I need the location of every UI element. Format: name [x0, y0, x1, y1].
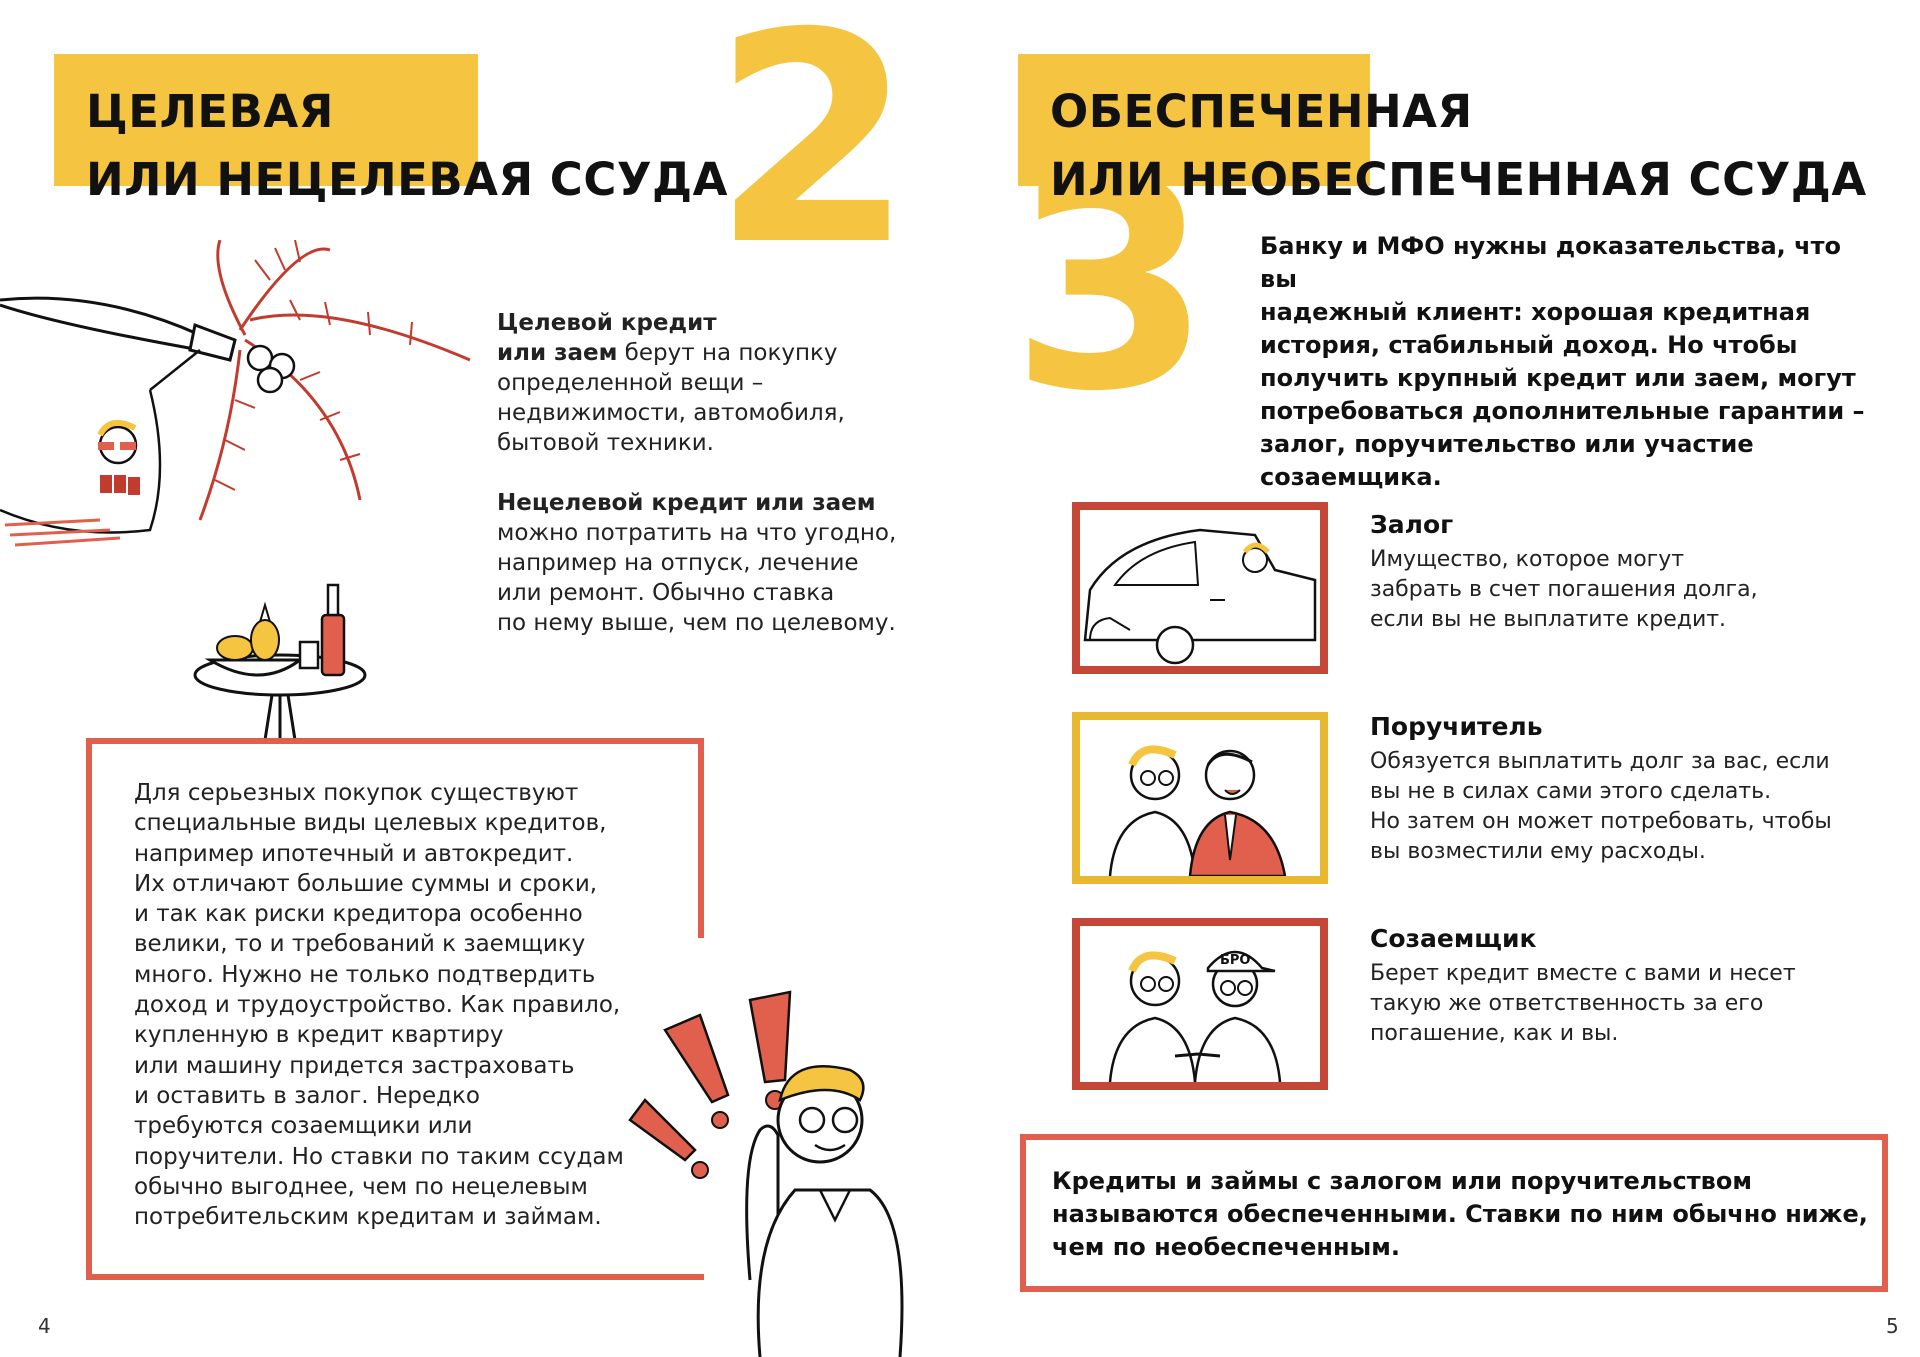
info-line: потребительским кредитам и займам. [134, 1204, 602, 1231]
collateral-item [1370, 510, 1890, 635]
guarantor-title: Поручитель [1370, 712, 1543, 741]
coborrower-illustration [1080, 926, 1320, 1082]
collateral-title: Залог [1370, 510, 1454, 539]
heading-line-1: ОБЕСПЕЧЕННАЯ [1050, 85, 1473, 138]
untargeted-loan-line: или ремонт. Обычно ставка [497, 580, 835, 606]
coborrower-line: такую же ответственность за его [1370, 991, 1764, 1016]
targeted-loan-term-2: или заем [497, 340, 618, 366]
info-line: и так как риски кредитора особенно [134, 901, 583, 928]
info-line: Для серьезных покупок существуют [134, 780, 579, 806]
info-line: например ипотечный и автокредит. [134, 840, 574, 867]
summary-line: называются обеспеченными. Ставки по ним обычно ниже, [1052, 1200, 1868, 1228]
heading-line-2: ИЛИ НЕЦЕЛЕВАЯ ССУДА [86, 153, 728, 206]
intro-line: надежный клиент: хорошая кредитная [1260, 298, 1811, 326]
targeted-loan-desc-start: берут на покупку [617, 340, 838, 366]
info-line: велики, то и требований к заемщику [134, 931, 586, 958]
info-line: Их отличают большие суммы и сроки, [134, 870, 598, 897]
page-number-right: 5 [1886, 1314, 1899, 1338]
intro-text [1260, 230, 1880, 494]
summary-line: чем по необеспеченным. [1052, 1233, 1400, 1261]
collateral-picture-frame [1072, 502, 1328, 674]
info-line: доход и трудоустройство. Как правило, [134, 992, 621, 1019]
info-line: поручители. Но ставки по таким ссудам [134, 1143, 624, 1170]
fruit-table-illustration [180, 580, 390, 740]
info-box-right-text [1052, 1165, 1872, 1264]
page-title-left [86, 78, 728, 214]
intro-line: потребоваться дополнительные гарантии – [1260, 397, 1865, 425]
guarantor-line: Обязуется выплатить долг за вас, если [1370, 749, 1830, 774]
guarantor-line: вы возместили ему расходы. [1370, 839, 1706, 864]
section-number-3: 3 [1010, 118, 1212, 455]
car-illustration [1080, 510, 1320, 666]
targeted-loan-text [497, 308, 917, 458]
info-box-left-text [134, 778, 654, 1232]
guarantor-illustration [1080, 720, 1320, 876]
untargeted-loan-line: по нему выше, чем по целевому. [497, 610, 896, 636]
guarantor-picture-frame [1072, 712, 1328, 884]
guarantor-line: Но затем он может потребовать, чтобы [1370, 809, 1832, 834]
hammock-palm-illustration [0, 240, 480, 580]
heading-line-1: ЦЕЛЕВАЯ [86, 85, 334, 138]
summary-line: Кредиты и займы с залогом или поручительством [1052, 1167, 1752, 1195]
info-line: обычно выгоднее, чем по нецелевым [134, 1173, 588, 1200]
info-line: купленную в кредит квартиру [134, 1022, 504, 1049]
cap-text: БРО [1220, 953, 1251, 968]
page-title-right [1050, 78, 1867, 214]
targeted-loan-term: Целевой кредит [497, 310, 717, 336]
info-line: и оставить в залог. Нередко [134, 1082, 480, 1109]
section-number-2: 2 [712, 0, 914, 309]
intro-line: история, стабильный доход. Но чтобы [1260, 331, 1798, 359]
collateral-line: Имущество, которое могут [1370, 547, 1685, 572]
guarantor-line: вы не в силах сами этого сделать. [1370, 779, 1772, 804]
info-line: много. Нужно не только подтвердить [134, 961, 596, 988]
info-box-left-right-edge [698, 738, 704, 938]
coborrower-picture-frame [1072, 918, 1328, 1090]
info-line: требуются созаемщики или [134, 1113, 473, 1140]
page-number-left: 4 [38, 1314, 51, 1338]
untargeted-loan-line: можно потратить на что угодно, [497, 520, 897, 546]
intro-line: получить крупный кредит или заем, могут [1260, 364, 1856, 392]
coborrower-line: погашение, как и вы. [1370, 1021, 1619, 1046]
thinking-man-illustration [620, 960, 920, 1357]
coborrower-line: Берет кредит вместе с вами и несет [1370, 961, 1796, 986]
targeted-loan-line: недвижимости, автомобиля, [497, 400, 845, 426]
collateral-line: забрать в счет погашения долга, [1370, 577, 1758, 602]
intro-line: залог, поручительство или участие [1260, 430, 1754, 458]
heading-line-2: ИЛИ НЕОБЕСПЕЧЕННАЯ ССУДА [1050, 153, 1867, 206]
collateral-line: если вы не выплатите кредит. [1370, 607, 1727, 632]
intro-line: созаемщика. [1260, 463, 1442, 491]
info-line: специальные виды целевых кредитов, [134, 810, 607, 837]
intro-line: Банку и МФО нужны доказательства, что вы [1260, 232, 1842, 293]
coborrower-item [1370, 924, 1890, 1049]
targeted-loan-line: определенной вещи – [497, 370, 764, 396]
untargeted-loan-term: Нецелевой кредит или заем [497, 490, 876, 516]
info-line: или машину придется застраховать [134, 1052, 575, 1079]
guarantor-item [1370, 712, 1890, 867]
untargeted-loan-text [497, 488, 917, 638]
targeted-loan-line: бытовой техники. [497, 430, 714, 456]
coborrower-title: Созаемщик [1370, 924, 1537, 953]
untargeted-loan-line: например на отпуск, лечение [497, 550, 859, 576]
